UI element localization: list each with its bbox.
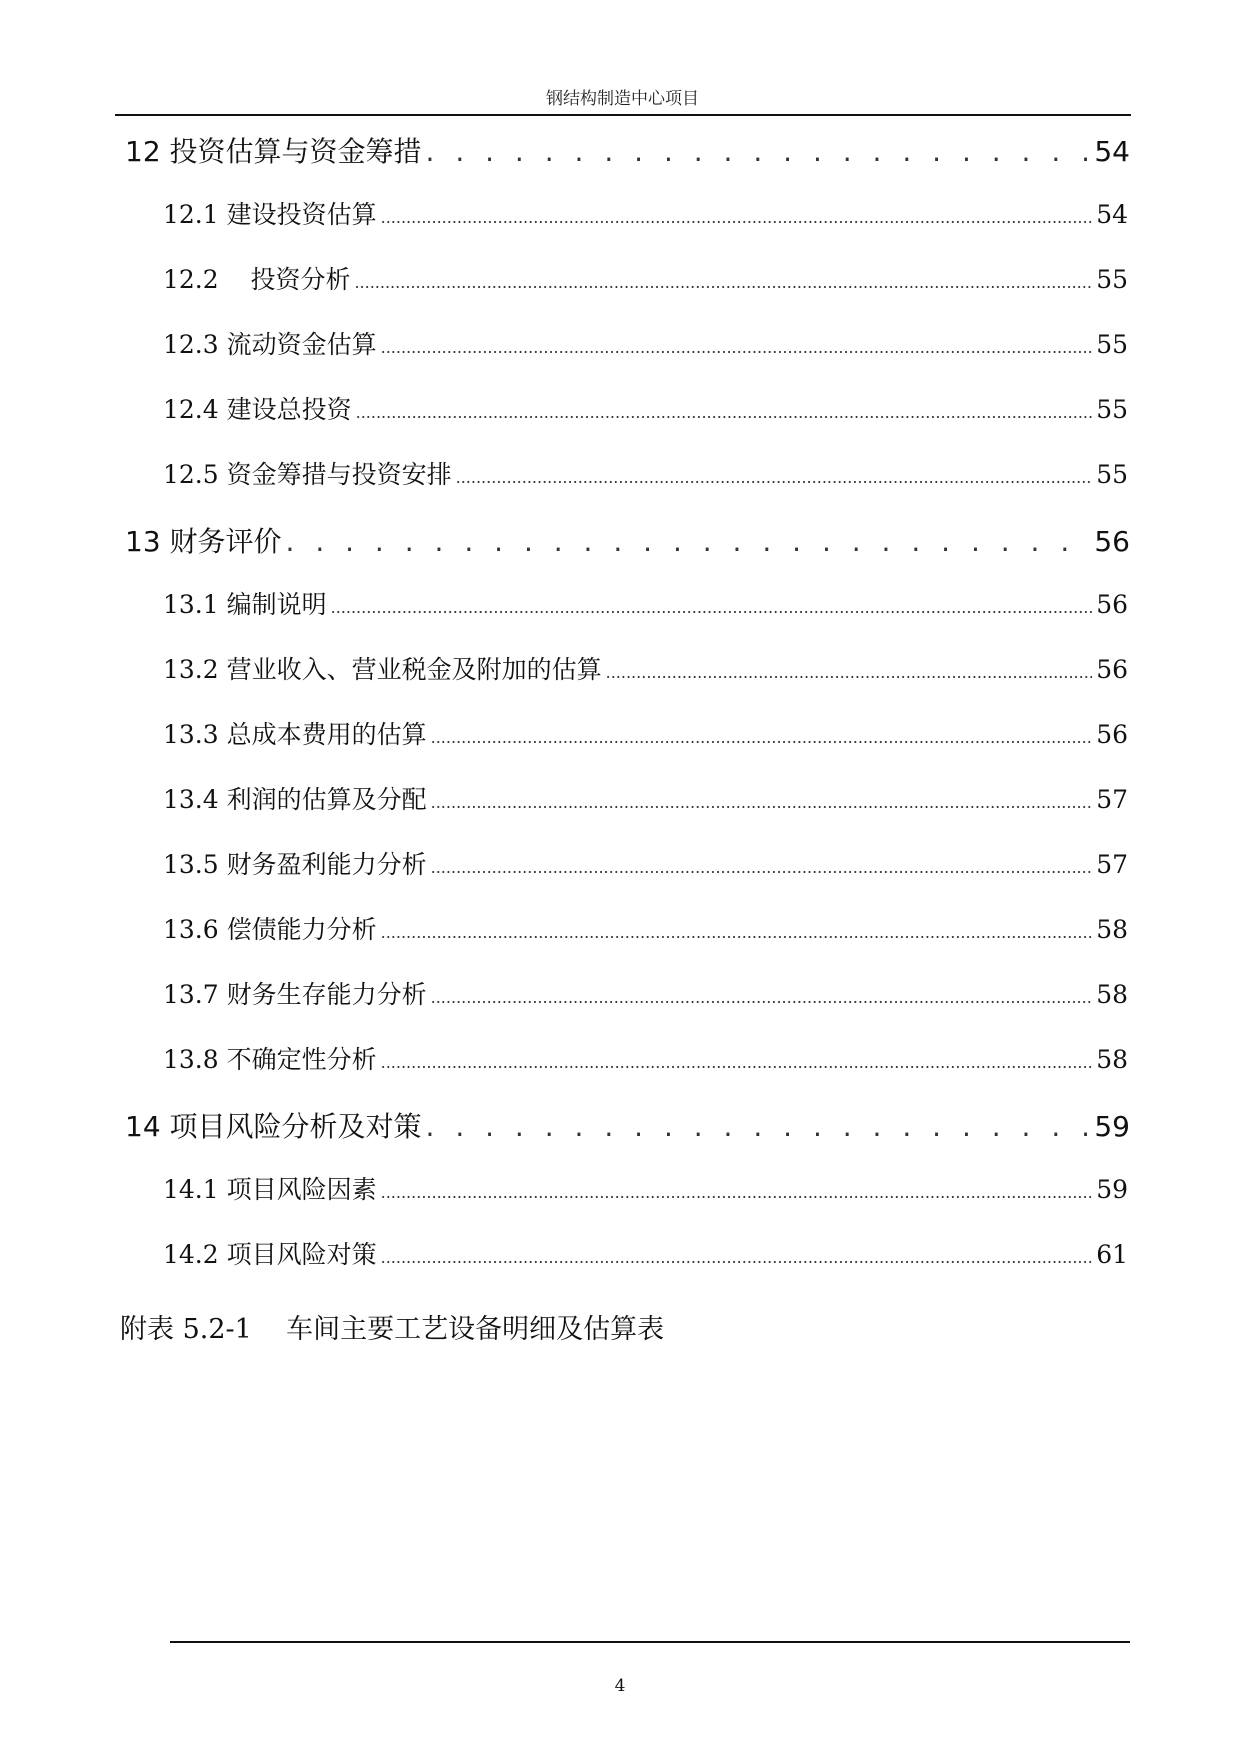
dot-leader bbox=[381, 1248, 1093, 1267]
toc-entry-13-6[interactable] bbox=[163, 910, 1128, 946]
toc-entry-12-4[interactable] bbox=[163, 390, 1128, 426]
dot-leader bbox=[381, 1183, 1093, 1202]
toc-entry-page: 55 bbox=[1096, 330, 1128, 359]
running-header: 钢结构制造中心项目 bbox=[546, 89, 699, 109]
toc-entry-label: 12.2 投资分析 bbox=[163, 265, 351, 294]
toc-entry-page: 54 bbox=[1096, 200, 1128, 229]
toc-entry-label: 13 财务评价 bbox=[125, 525, 282, 558]
dot-leader bbox=[331, 598, 1093, 617]
dot-leader bbox=[456, 468, 1093, 487]
toc-entry-label: 13.1 编制说明 bbox=[163, 590, 327, 619]
toc-entry-13-2[interactable] bbox=[163, 650, 1128, 686]
page-number: 4 bbox=[614, 1676, 626, 1696]
toc-entry-13-8[interactable] bbox=[163, 1040, 1128, 1076]
toc-entry-page: 56 bbox=[1096, 590, 1128, 619]
toc-entry-page: 55 bbox=[1096, 265, 1128, 294]
toc-entry-page: 59 bbox=[1094, 1110, 1130, 1143]
toc-entry-12[interactable] bbox=[125, 130, 1130, 170]
toc-entry-label: 13.5 财务盈利能力分析 bbox=[163, 850, 427, 879]
toc-entry-page: 56 bbox=[1094, 525, 1130, 558]
dot-leader bbox=[381, 923, 1093, 942]
dot-leader bbox=[381, 208, 1093, 227]
toc-entry-label: 13.6 偿债能力分析 bbox=[163, 915, 377, 944]
toc-entry-label: 13.3 总成本费用的估算 bbox=[163, 720, 427, 749]
toc-entry-page: 57 bbox=[1096, 850, 1128, 879]
dot-leader bbox=[381, 1053, 1093, 1072]
toc-entry-12-3[interactable] bbox=[163, 325, 1128, 361]
toc-entry-14[interactable] bbox=[125, 1105, 1130, 1145]
toc-entry-13-7[interactable] bbox=[163, 975, 1128, 1011]
toc-entry-label: 13.2 营业收入、营业税金及附加的估算 bbox=[163, 655, 602, 684]
toc-entry-page: 54 bbox=[1094, 135, 1130, 168]
toc-entry-page: 55 bbox=[1096, 395, 1128, 424]
dot-leader bbox=[431, 793, 1093, 812]
toc-entry-page: 56 bbox=[1096, 655, 1128, 684]
toc-entry-label: 12.5 资金筹措与投资安排 bbox=[163, 460, 452, 489]
toc-entry-label: 12.4 建设总投资 bbox=[163, 395, 352, 424]
header-rule bbox=[115, 114, 1131, 116]
toc-entry-label: 12 投资估算与资金筹措 bbox=[125, 135, 422, 168]
toc-entry-page: 58 bbox=[1096, 980, 1128, 1009]
toc-entry-12-2[interactable] bbox=[163, 260, 1128, 296]
toc-entry-page: 55 bbox=[1096, 460, 1128, 489]
toc-entry-label: 14 项目风险分析及对策 bbox=[125, 1110, 422, 1143]
dot-leader bbox=[426, 135, 1091, 168]
toc-entry-14-2[interactable] bbox=[163, 1235, 1128, 1271]
toc-entry-page: 59 bbox=[1096, 1175, 1128, 1204]
toc-entry-13-3[interactable] bbox=[163, 715, 1128, 751]
toc-entry-page: 58 bbox=[1096, 915, 1128, 944]
toc-entry-12-5[interactable] bbox=[163, 455, 1128, 491]
dot-leader bbox=[286, 525, 1091, 558]
toc-entry-page: 56 bbox=[1096, 720, 1128, 749]
toc-entry-13-4[interactable] bbox=[163, 780, 1128, 816]
toc-entry-label: 12.3 流动资金估算 bbox=[163, 330, 377, 359]
dot-leader bbox=[606, 663, 1093, 682]
toc-entry-page: 57 bbox=[1096, 785, 1128, 814]
dot-leader bbox=[354, 273, 1092, 292]
toc-entry-page: 58 bbox=[1096, 1045, 1128, 1074]
toc-entry-label: 12.1 建设投资估算 bbox=[163, 200, 377, 229]
dot-leader bbox=[426, 1110, 1091, 1143]
toc-entry-label: 14.1 项目风险因素 bbox=[163, 1175, 377, 1204]
dot-leader bbox=[431, 858, 1093, 877]
dot-leader bbox=[356, 403, 1093, 422]
toc-entry-13-5[interactable] bbox=[163, 845, 1128, 881]
toc-entry-label: 13.4 利润的估算及分配 bbox=[163, 785, 427, 814]
toc-entry-page: 61 bbox=[1096, 1240, 1128, 1269]
appendix-entry[interactable]: 附表 5.2-1 车间主要工艺设备明细及估算表 bbox=[120, 1314, 665, 1345]
footer-rule bbox=[170, 1641, 1130, 1643]
toc-entry-label: 13.7 财务生存能力分析 bbox=[163, 980, 427, 1009]
dot-leader bbox=[431, 988, 1093, 1007]
toc-entry-13[interactable] bbox=[125, 520, 1130, 560]
dot-leader bbox=[381, 338, 1093, 357]
dot-leader bbox=[431, 728, 1093, 747]
toc-entry-12-1[interactable] bbox=[163, 195, 1128, 231]
toc-entry-label: 14.2 项目风险对策 bbox=[163, 1240, 377, 1269]
toc-entry-14-1[interactable] bbox=[163, 1170, 1128, 1206]
toc-entry-label: 13.8 不确定性分析 bbox=[163, 1045, 377, 1074]
toc-entry-13-1[interactable] bbox=[163, 585, 1128, 621]
